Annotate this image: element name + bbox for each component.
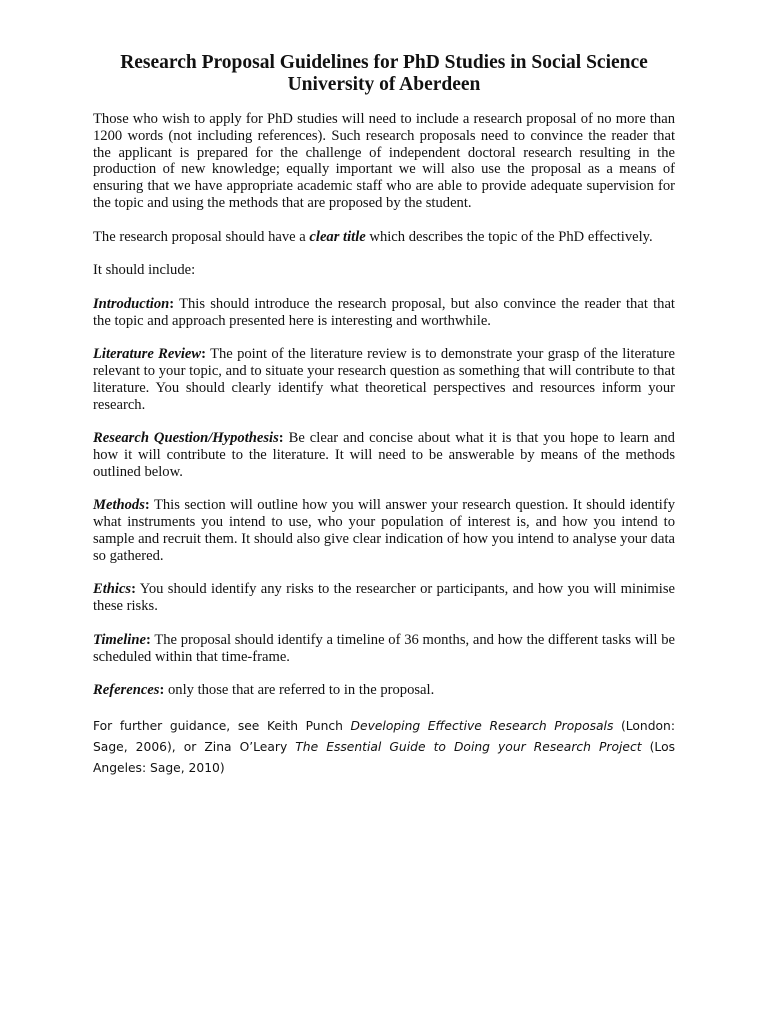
section-references: References: only those that are referred to in the proposal. [93,682,435,699]
section-introduction: Introduction: This should introduce the research proposal, but also convince the reader that that the topic and approach presented here is interesting and worthwhile. [93,295,675,329]
section-label: Literature Review [93,346,202,363]
further-guidance [93,716,675,779]
section-label: References [93,682,160,699]
include-line: It should include: [93,262,196,279]
section-timeline: Timeline: The proposal should identify a timeline of 36 months, and how the different tasks will be scheduled within that time-frame. [93,631,675,665]
section-text: The point of the literature review is to demonstrate your grasp of the literature relevant to your topic, and to situate your research question as something that will contribute to that literature. You should clearly identify what theoretical perspectives and resources inform your research. [93,346,675,413]
section-text: only those that are referred to in the proposal. [164,682,435,699]
title-line-1: Research Proposal Guidelines for PhD Studies in Social Science [120,52,648,73]
section-text: This should introduce the research proposal, but also convince the reader that that the topic and approach presented here is interesting and worthwhile. [93,295,675,329]
section-methods: Methods: This section will outline how you will answer your research question. It should identify what instruments you intend to use, who your population of interest is, and how you intend to sample and recruit them. It should also give clear indication of how you intend to analyse your data so gathered. [93,497,675,564]
guidance-part-2: (London: Sage, 2006), or Zina O’Leary [93,718,675,754]
page-title [60,52,708,96]
section-text: The proposal should identify a timeline of 36 months, and how the different tasks will be scheduled within that time-frame. [93,631,675,665]
section-ethics: Ethics: You should identify any risks to the researcher or participants, and how you will minimise these risks. [93,581,675,615]
section-text: This section will outline how you will answer your research question. It should identify what instruments you intend to use, who your population of interest is, and how you intend to sample and recruit them. It should also give clear indication of how you intend to analyse your data so gathered. [93,497,675,564]
document-body [93,111,675,795]
title-para-emphasis: clear title [309,228,366,245]
section-text: Be clear and concise about what it is that you hope to learn and how it will contribute to the literature. It will need to be answerable by means of the methods outlined below. [93,430,675,480]
guidance-book-1: Developing Effective Research Proposals [350,718,614,733]
section-label: Ethics [93,581,132,598]
title-para-after: which describes the topic of the PhD effectively. [365,228,653,245]
guidance-part-1: For further guidance, see Keith Punch [93,718,351,733]
section-text: You should identify any risks to the researcher or participants, and how you will minimise these risks. [93,581,675,615]
title-line-2: University of Aberdeen [287,74,481,95]
section-label: Methods [93,497,145,514]
section-label: Timeline [93,631,146,648]
section-label: Research Question/Hypothesis [93,430,279,447]
guidance-part-3: (Los Angeles: Sage, 2010) [93,739,675,775]
guidance-book-2: The Essential Guide to Doing your Research Project [295,739,642,754]
title-paragraph [93,229,675,246]
title-para-before: The research proposal should have a [93,228,310,245]
intro-paragraph: Those who wish to apply for PhD studies will need to include a research proposal of no more than 1200 words (not including references). Such research proposals need to convince the reader that the applicant is prepared for the challenge of independent doctoral research resulting in the production of new knowledge; equally important we will also use the proposal as a means of ensuring that we have appropriate academic staff who are able to provide adequate supervision for the topic and using the methods that are proposed by the student. [93,111,675,211]
section-label: Introduction [93,295,170,312]
section-literature-review: Literature Review: The point of the literature review is to demonstrate your grasp of the literature relevant to your topic, and to situate your research question as something that will contribute to that literature. You should clearly identify what theoretical perspectives and resources inform your research. [93,346,675,413]
section-research-question: Research Question/Hypothesis: Be clear and concise about what it is that you hope to learn and how it will contribute to the literature. It will need to be answerable by means of the methods outlined below. [93,430,675,480]
